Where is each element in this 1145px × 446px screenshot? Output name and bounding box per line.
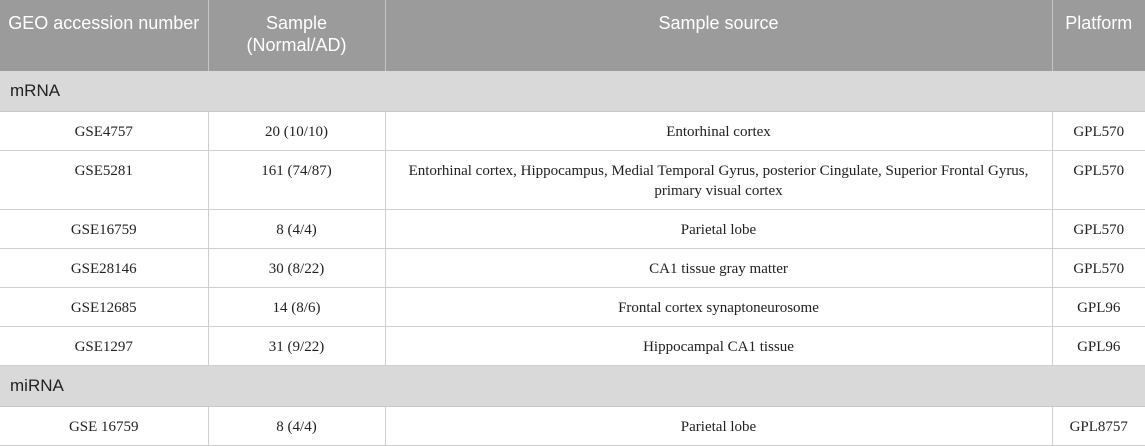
accession-cell: GSE 16759 [0, 407, 208, 446]
source-cell: CA1 tissue gray matter [385, 249, 1052, 288]
source-cell: Parietal lobe [385, 407, 1052, 446]
source-cell: Frontal cortex synaptoneurosome [385, 288, 1052, 327]
table-row [0, 249, 1145, 288]
sample-cell: 161 (74/87) [208, 151, 385, 210]
platform-cell: GPL570 [1052, 151, 1145, 210]
source-cell: Entorhinal cortex [385, 112, 1052, 151]
header-source: Sample source [385, 0, 1052, 71]
accession-cell: GSE12685 [0, 288, 208, 327]
accession-cell: GSE28146 [0, 249, 208, 288]
sample-cell: 8 (4/4) [208, 210, 385, 249]
table-row [0, 210, 1145, 249]
sample-cell: 31 (9/22) [208, 327, 385, 366]
accession-cell: GSE4757 [0, 112, 208, 151]
header-sample: Sample (Normal/AD) [208, 0, 385, 71]
platform-cell: GPL570 [1052, 210, 1145, 249]
table-row [0, 112, 1145, 151]
platform-cell: GPL8757 [1052, 407, 1145, 446]
platform-cell: GPL96 [1052, 327, 1145, 366]
table-row [0, 407, 1145, 446]
sample-cell: 30 (8/22) [208, 249, 385, 288]
section-label-mirna: miRNA [0, 366, 1145, 407]
platform-cell: GPL570 [1052, 249, 1145, 288]
header-accession: GEO accession number [0, 0, 208, 71]
section-label-mrna: mRNA [0, 71, 1145, 112]
header-row [0, 0, 1145, 71]
section-row-mirna [0, 366, 1145, 407]
platform-cell: GPL570 [1052, 112, 1145, 151]
source-cell: Parietal lobe [385, 210, 1052, 249]
source-cell: Hippocampal CA1 tissue [385, 327, 1052, 366]
platform-cell: GPL96 [1052, 288, 1145, 327]
table-row [0, 151, 1145, 210]
sample-cell: 14 (8/6) [208, 288, 385, 327]
table-row [0, 327, 1145, 366]
accession-cell: GSE5281 [0, 151, 208, 210]
section-row-mrna [0, 71, 1145, 112]
header-platform: Platform [1052, 0, 1145, 71]
accession-cell: GSE1297 [0, 327, 208, 366]
accession-cell: GSE16759 [0, 210, 208, 249]
table-row [0, 288, 1145, 327]
source-cell: Entorhinal cortex, Hippocampus, Medial Temporal Gyrus, posterior Cingulate, Superior Frontal Gyrus, primary visual cortex [385, 151, 1052, 210]
sample-cell: 8 (4/4) [208, 407, 385, 446]
sample-cell: 20 (10/10) [208, 112, 385, 151]
